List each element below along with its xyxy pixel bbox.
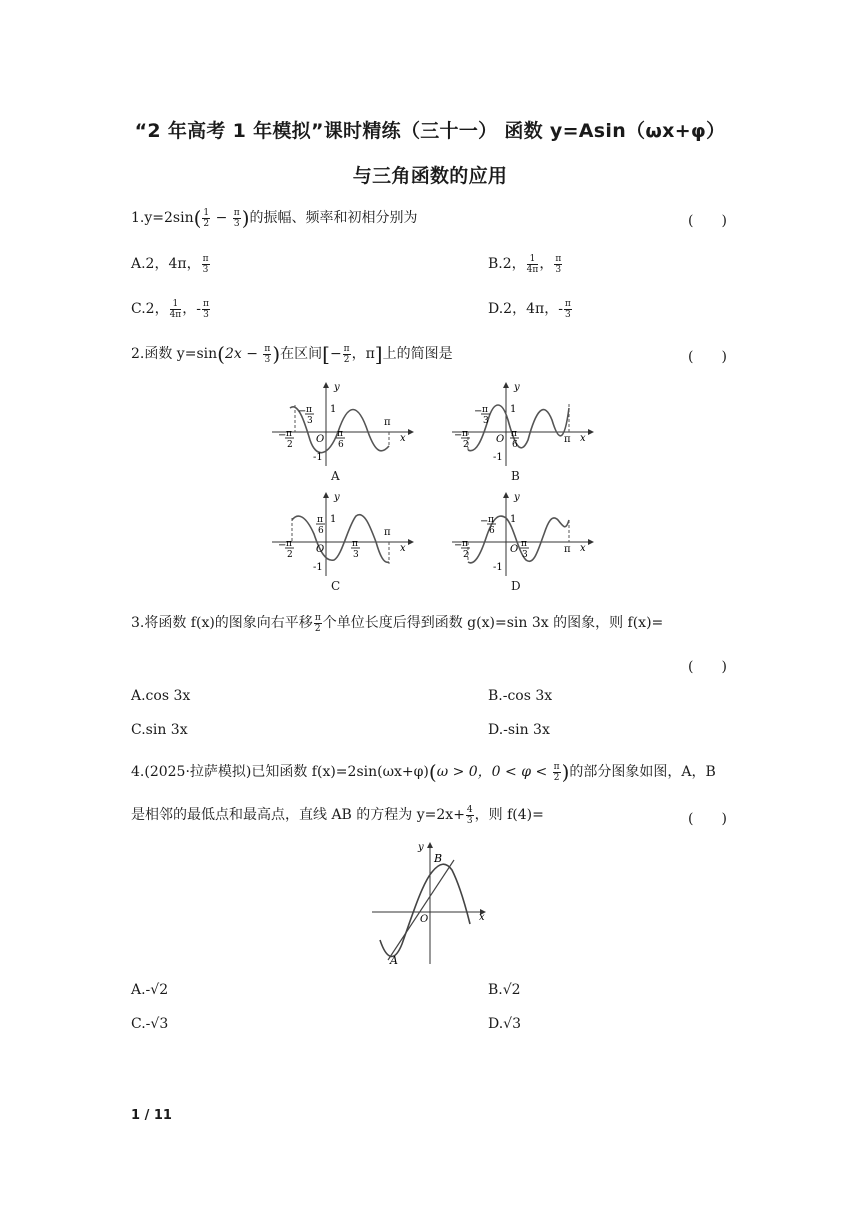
- left-bracket: [: [322, 342, 330, 366]
- fraction: $\frac{4}{3}$: [466, 804, 473, 826]
- q3-option-c[interactable]: C.sin 3x: [131, 722, 188, 738]
- arrow-icon: [427, 842, 433, 848]
- x-label: x: [400, 543, 406, 554]
- opt-text: ，-: [182, 301, 201, 317]
- tick-label: -1: [493, 562, 503, 573]
- tick-label: −: [298, 406, 307, 417]
- page-number: 1 / 11: [131, 1108, 172, 1123]
- minus: −: [329, 346, 342, 362]
- graph-c-caption: C: [331, 579, 341, 593]
- tick-label: −: [278, 430, 287, 441]
- tick-label: -1: [313, 452, 323, 463]
- graph-c[interactable]: [268, 490, 418, 578]
- minus: −: [211, 210, 232, 226]
- tick-label: π: [564, 544, 571, 555]
- origin-label: O: [316, 544, 325, 555]
- tick-label: 1: [510, 404, 517, 415]
- q4-line2-b: ，则 f(4)=: [474, 807, 544, 823]
- tick-label: −: [454, 430, 463, 441]
- y-label: y: [514, 382, 520, 393]
- x-label: x: [580, 433, 586, 444]
- q1-answer-blank: ( ): [688, 213, 727, 229]
- question-1-stem: [131, 206, 418, 230]
- left-paren: (: [217, 342, 225, 366]
- fraction: $\frac{1}{2}$: [203, 207, 210, 229]
- fraction: $\frac{\pi}{3}$: [233, 207, 240, 229]
- arrow-icon: [503, 492, 509, 498]
- tick-label: 6: [489, 526, 495, 536]
- point-a-label: A: [390, 954, 398, 967]
- opt-text: C.2，: [131, 301, 169, 317]
- q2-answer-blank: ( ): [688, 349, 727, 365]
- tick-label: 2: [287, 440, 293, 450]
- line-ab: [388, 860, 454, 960]
- opt-text: ，: [539, 256, 554, 272]
- tick-label: 3: [522, 550, 528, 560]
- fraction: $\frac{1}{4\pi}$: [526, 253, 539, 275]
- q1-prefix: 1.y=2sin: [131, 210, 194, 226]
- q3-option-a[interactable]: A.cos 3x: [131, 688, 191, 704]
- point-b-label: B: [434, 852, 443, 865]
- right-paren: ): [241, 206, 250, 230]
- question-4-line1: [131, 760, 716, 784]
- opt-text: B.2，: [488, 256, 526, 272]
- x-label: x: [580, 543, 586, 554]
- fraction: $\frac{\pi}{2}$: [314, 612, 321, 634]
- expr: ω > 0，0 < φ <: [436, 764, 552, 780]
- curve: [292, 515, 389, 563]
- question-4-line2: [131, 804, 544, 826]
- arrow-icon: [588, 539, 594, 545]
- q3-answer-blank: ( ): [688, 659, 727, 675]
- graph-b[interactable]: [448, 380, 598, 468]
- tick-label: π: [482, 405, 488, 415]
- graph-d[interactable]: [448, 490, 598, 578]
- tick-label: π: [462, 429, 468, 439]
- graph-b-caption: B: [511, 469, 520, 483]
- question-2-stem: [131, 342, 453, 366]
- q4-line1-a: 4.(2025·拉萨模拟)已知函数 f(x)=2sin(ωx+φ): [131, 764, 429, 780]
- q4-line2-a: 是相邻的最低点和最高点，直线 AB 的方程为 y=2x+: [131, 807, 465, 823]
- x-label: x: [400, 433, 406, 444]
- q2-prefix: 2.函数 y=sin: [131, 346, 218, 362]
- right-paren: ): [561, 760, 570, 784]
- doc-title-line1: “2 年高考 1 年模拟”课时精练（三十一） 函数 y=Asin（ωx+φ）: [134, 120, 726, 142]
- q4-option-c[interactable]: C.-√3: [131, 1016, 169, 1032]
- q3-option-b[interactable]: B.-cos 3x: [488, 688, 553, 704]
- fraction: $\frac{\pi}{3}$: [264, 343, 271, 365]
- right-bracket: ]: [374, 342, 383, 366]
- tick-label: π: [306, 405, 312, 415]
- q4-line1-b: 的部分图象如图，A，B: [569, 764, 716, 780]
- tick-label: π: [317, 515, 323, 525]
- tick-label: π: [384, 417, 391, 428]
- tick-label: 1: [330, 514, 337, 525]
- tick-label: 2: [463, 550, 469, 560]
- tick-label: 2: [463, 440, 469, 450]
- tick-label: −: [480, 516, 489, 527]
- tick-label: −: [454, 540, 463, 551]
- tick-label: 6: [338, 440, 344, 450]
- arrow-icon: [408, 539, 414, 545]
- q4-option-d[interactable]: D.√3: [488, 1016, 522, 1032]
- arrow-icon: [588, 429, 594, 435]
- q1-option-c[interactable]: [131, 298, 211, 320]
- tick-label: π: [564, 434, 571, 445]
- graph-a[interactable]: [268, 380, 418, 468]
- tick-label: π: [286, 429, 292, 439]
- origin-label: O: [510, 544, 519, 555]
- arrow-icon: [323, 492, 329, 498]
- origin-label: O: [496, 434, 505, 445]
- opt-text: A.2，4π，: [131, 256, 201, 272]
- graph-a-caption: A: [331, 469, 340, 483]
- origin-label: O: [420, 914, 429, 925]
- y-label: y: [514, 492, 520, 503]
- y-label: y: [334, 382, 340, 393]
- interval-sep: ，π: [351, 346, 375, 362]
- fraction: $\frac{\pi}{3}$: [202, 298, 209, 320]
- tick-label: 2: [287, 550, 293, 560]
- tick-label: 6: [318, 526, 324, 536]
- fraction: $\frac{\pi}{3}$: [564, 298, 571, 320]
- q3-text-b: 个单位长度后得到函数 g(x)=sin 3x 的图象，则 f(x)=: [322, 615, 664, 631]
- arrow-icon: [503, 382, 509, 388]
- tick-label: π: [286, 539, 292, 549]
- q1-option-d[interactable]: [488, 298, 573, 320]
- tick-label: 1: [330, 404, 337, 415]
- q4-answer-blank: ( ): [688, 811, 727, 827]
- graph-d-caption: D: [511, 579, 521, 593]
- tick-label: −: [474, 406, 483, 417]
- right-paren: ): [272, 342, 281, 366]
- fraction: $\frac{1}{4\pi}$: [169, 298, 182, 320]
- fraction: $\frac{\pi}{3}$: [555, 253, 562, 275]
- tick-label: π: [462, 539, 468, 549]
- tick-label: π: [337, 429, 343, 439]
- arrow-icon: [408, 429, 414, 435]
- arrow-icon: [323, 382, 329, 388]
- origin-label: O: [316, 434, 325, 445]
- y-label: y: [418, 842, 424, 853]
- left-paren: (: [193, 206, 202, 230]
- tick-label: π: [521, 539, 527, 549]
- question-3-stem: [131, 612, 663, 634]
- q4-option-b[interactable]: B.√2: [488, 982, 521, 998]
- q4-option-a[interactable]: A.-√2: [131, 982, 169, 998]
- tick-label: 3: [353, 550, 359, 560]
- curve: [380, 864, 470, 956]
- tick-label: π: [488, 515, 494, 525]
- tick-label: -1: [493, 452, 503, 463]
- tick-label: −: [278, 540, 287, 551]
- q1-suffix: 的振幅、频率和初相分别为: [249, 210, 418, 226]
- tick-label: 6: [512, 440, 518, 450]
- tick-label: π: [352, 539, 358, 549]
- tick-label: 1: [510, 514, 517, 525]
- expr: 2x −: [224, 346, 263, 362]
- left-paren: (: [428, 760, 437, 784]
- tick-label: 3: [483, 416, 489, 426]
- tick-label: -1: [313, 562, 323, 573]
- tick-label: π: [384, 527, 391, 538]
- q2-suffix: 上的简图是: [382, 346, 453, 362]
- q1-option-b[interactable]: [488, 253, 563, 275]
- q3-option-d[interactable]: D.-sin 3x: [488, 722, 550, 738]
- q3-text-a: 3.将函数 f(x)的图象向右平移: [131, 615, 313, 631]
- q1-option-a[interactable]: [131, 253, 211, 275]
- q2-mid: 在区间: [280, 346, 323, 362]
- fraction: $\frac{\pi}{2}$: [343, 343, 350, 365]
- tick-label: 3: [307, 416, 313, 426]
- x-label: x: [479, 912, 485, 923]
- y-label: y: [334, 492, 340, 503]
- fraction: $\frac{\pi}{3}$: [202, 253, 209, 275]
- opt-text: D.2，4π，-: [488, 301, 563, 317]
- q4-graph[interactable]: [368, 840, 498, 968]
- tick-label: π: [511, 429, 517, 439]
- doc-title-line2: 与三角函数的应用: [352, 165, 508, 187]
- fraction: $\frac{\pi}{2}$: [553, 761, 560, 783]
